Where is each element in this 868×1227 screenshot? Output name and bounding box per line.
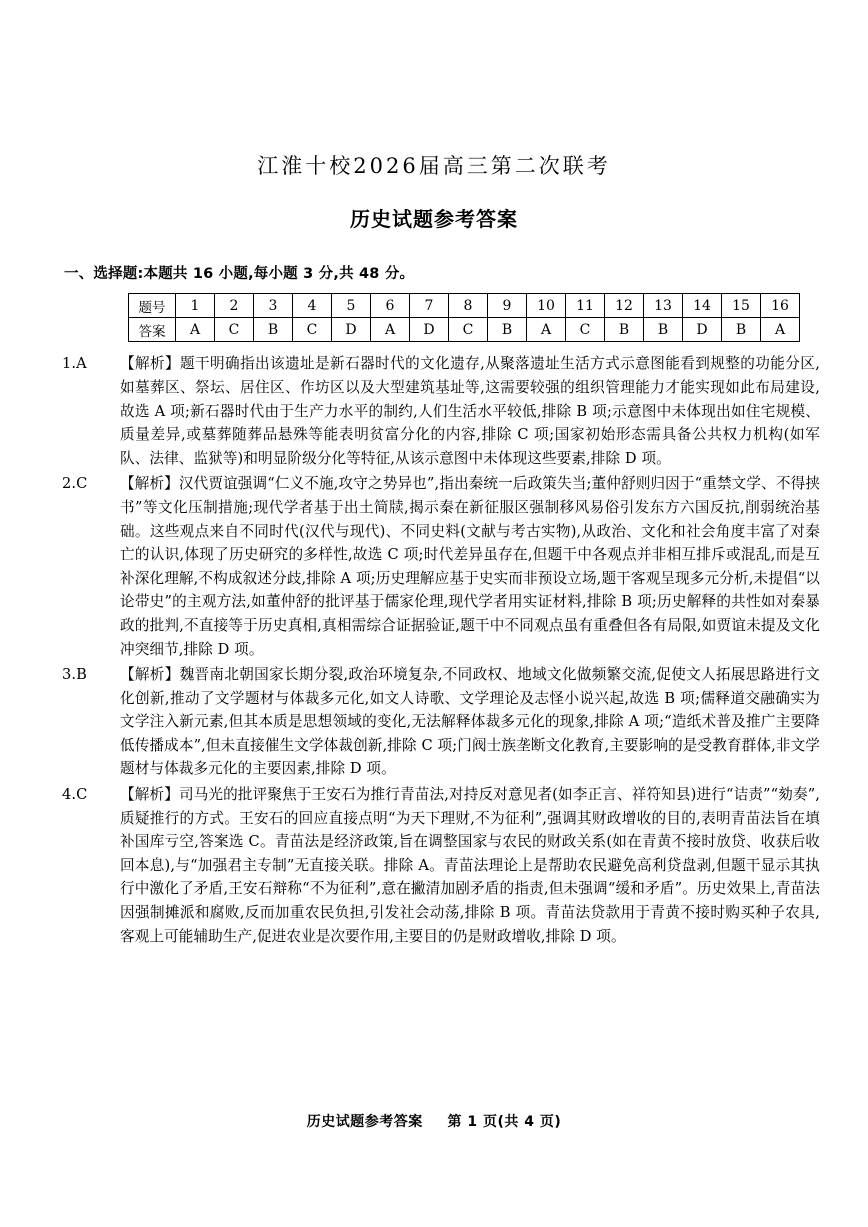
- answer-value: B: [254, 318, 293, 342]
- question-number: 2: [215, 294, 254, 318]
- question-number: 13: [644, 294, 683, 318]
- answer-value: D: [332, 318, 371, 342]
- question-number: 11: [566, 294, 605, 318]
- footer-label: 历史试题参考答案: [306, 1114, 423, 1130]
- answer-value: B: [722, 318, 761, 342]
- page-footer: [0, 1111, 868, 1131]
- answer-value: C: [293, 318, 332, 342]
- question-number: 12: [605, 294, 644, 318]
- row-label-question: 题号: [129, 294, 176, 318]
- row-label-answer: 答案: [129, 318, 176, 342]
- answer-value: B: [644, 318, 683, 342]
- question-number: 5: [332, 294, 371, 318]
- question-number: 9: [488, 294, 527, 318]
- answer-value: B: [488, 318, 527, 342]
- question-number: 1: [176, 294, 215, 318]
- question-number: 15: [722, 294, 761, 318]
- question-number: 3: [254, 294, 293, 318]
- explanation-key: 3.B: [62, 666, 87, 684]
- explanation-item: [62, 663, 820, 781]
- table-row-questions: [129, 294, 800, 318]
- answer-value: B: [605, 318, 644, 342]
- answer-value: C: [449, 318, 488, 342]
- answer-value: A: [371, 318, 410, 342]
- question-number: 6: [371, 294, 410, 318]
- answer-value: D: [410, 318, 449, 342]
- page-subtitle: 历史试题参考答案: [350, 207, 518, 232]
- answer-value: A: [527, 318, 566, 342]
- explanation-key: 2.C: [62, 475, 88, 493]
- question-number: 4: [293, 294, 332, 318]
- answer-value: A: [176, 318, 215, 342]
- question-number: 14: [683, 294, 722, 318]
- answer-value: D: [683, 318, 722, 342]
- explanation-key: 1.A: [62, 355, 87, 373]
- explanation-text: 【解析】司马光的批评聚焦于王安石为推行青苗法,对持反对意见者(如李正言、祥符知县)进行“诘责”“劾奏”,质疑推行的方式。王安石的回应直接点明“为天下理财,不为征利”,强调其财政增收的目的,表明青苗法旨在填补国库亏空,答案选 C。青苗法是经济政策,旨在调整国家与农民的财政关系(如在青黄不接时放贷、收获后收回本息),与“加强君主专制”无直接关联。排除 A。青苗法理论上是帮助农民避免高利贷盘剥,但题干显示其执行中激化了矛盾,王安石辩称“不为征利”,意在撇清加剧矛盾的指责,但未强调“缓和矛盾”。历史效果上,青苗法因强制摊派和腐败,反而加重农民负担,引发社会动荡,排除 B 项。青苗法贷款用于青黄不接时购买种子农具,客观上可能辅助生产,促进农业是次要作用,主要目的仍是财政增收,排除 D 项。: [120, 786, 820, 945]
- page-title: 江淮十校2026届高三第二次联考: [257, 154, 611, 178]
- explanation-item: [62, 783, 820, 948]
- answer-value: A: [761, 318, 800, 342]
- title-block: [0, 0, 868, 232]
- question-number: 10: [527, 294, 566, 318]
- answer-table: [128, 293, 800, 342]
- explanation-item: [62, 472, 820, 661]
- question-number: 8: [449, 294, 488, 318]
- footer-page-info: 第 1 页(共 4 页): [447, 1114, 562, 1130]
- question-number: 16: [761, 294, 800, 318]
- explanation-key: 4.C: [62, 786, 88, 804]
- answer-value: C: [215, 318, 254, 342]
- explanation-text: 【解析】题干明确指出该遗址是新石器时代的文化遗存,从聚落遗址生活方式示意图能看到规整的功能分区,如墓葬区、祭坛、居住区、作坊区以及大型建筑基址等,这需要较强的组织管理能力才能实现如此布局建设,故选 A 项;新石器时代由于生产力水平的制约,人们生活水平较低,排除 B 项;示意图中未体现出如住宅规模、质量差异,或墓葬随葬品悬殊等能表明贫富分化的内容,排除 C 项;国家初始形态需具备公共权力机构(如军队、法律、监狱等)和明显阶级分化等特征,从该示意图中未体现这些要素,排除 D 项。: [120, 355, 820, 467]
- explanation-list: [0, 352, 868, 948]
- section-heading: 一、选择题:本题共 16 小题,每小题 3 分,共 48 分。: [64, 266, 415, 283]
- explanation-text: 【解析】汉代贾谊强调“仁义不施,攻守之势异也”,指出秦统一后政策失当;董仲舒则归因于“重禁文学、不得挟书”等文化压制措施;现代学者基于出土简牍,揭示秦在新征服区强制移风易俗引发东方六国反抗,削弱统治基础。这些观点来自不同时代(汉代与现代)、不同史料(文献与考古实物),从政治、文化和社会角度丰富了对秦亡的认识,体现了历史研究的多样性,故选 C 项;时代差异虽存在,但题干中各观点并非相互排斥或混乱,而是互补深化理解,不构成叙述分歧,排除 A 项;历史理解应基于史实而非预设立场,题干客观呈现多元分析,未提倡“以论带史”的主观方法,如董仲舒的批评基于儒家伦理,现代学者用实证材料,排除 B 项;历史解释的共性如对秦暴政的批判,不直接等于历史真相,真相需综合证据验证,题干中不同观点虽有重叠但各有局限,如贾谊未提及文化冲突细节,排除 D 项。: [120, 475, 820, 658]
- answer-value: C: [566, 318, 605, 342]
- explanation-text: 【解析】魏晋南北朝国家长期分裂,政治环境复杂,不同政权、地域文化做频繁交流,促使文人拓展思路进行文化创新,推动了文学题材与体裁多元化,如文人诗歌、文学理论及志怪小说兴起,故选 B 项;儒释道交融确实为文学注入新元素,但其本质是思想领域的变化,无法解释体裁多元化的现象,排除 A 项;“造纸术普及推广主要降低传播成本”,但未直接催生文学体裁创新,排除 C 项;门阀士族垄断文化教育,主要影响的是受教育群体,非文学题材与体裁多元化的主要因素,排除 D 项。: [120, 666, 820, 778]
- question-number: 7: [410, 294, 449, 318]
- explanation-item: [62, 352, 820, 470]
- answer-table-wrapper: [0, 293, 868, 342]
- table-row-answers: [129, 318, 800, 342]
